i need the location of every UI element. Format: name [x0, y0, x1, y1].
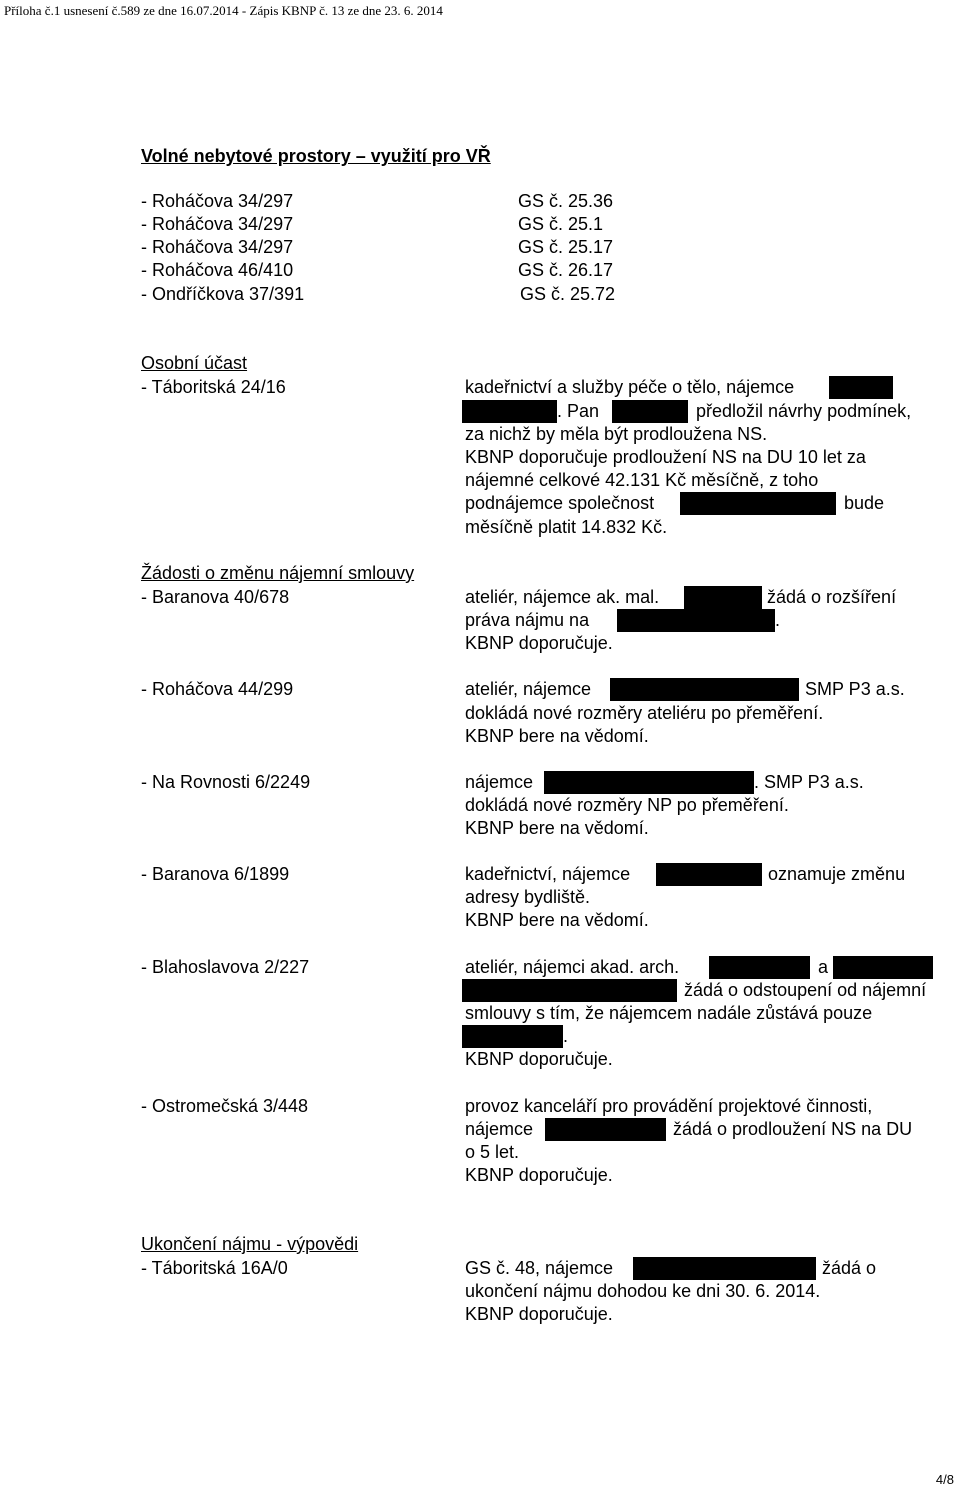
zadost-text: provoz kanceláří pro provádění projektové činnosti,: [465, 1096, 873, 1116]
osobni-line: předložil návrhy podmínek,: [696, 401, 912, 421]
zadost-address: - Baranova 40/678: [141, 587, 290, 607]
redaction-bar: [709, 956, 810, 979]
zadost-text: nájemce: [465, 772, 534, 792]
zadost-text: o 5 let.: [465, 1142, 520, 1162]
volne-address: - Roháčova 34/297: [141, 191, 294, 211]
osobni-line: za nichž by měla být prodloužena NS.: [465, 424, 768, 444]
zadost-text: nájemce: [465, 1119, 534, 1139]
redaction-bar: [829, 376, 893, 399]
document-header: Příloha č.1 usnesení č.589 ze dne 16.07.2014 - Zápis KBNP č. 13 ze dne 23. 6. 2014: [4, 3, 443, 18]
volne-gs: GS č. 25.72: [520, 284, 616, 304]
osobni-line: KBNP doporučuje prodloužení NS na DU 10 let za: [465, 447, 866, 467]
osobni-line: bude: [844, 493, 885, 513]
zadost-address: - Ostromečská 3/448: [141, 1096, 309, 1116]
volne-gs: GS č. 25.1: [518, 214, 604, 234]
osobni-line: podnájemce společnost: [465, 493, 655, 513]
volne-gs: GS č. 25.17: [518, 237, 614, 257]
osobni-address: - Táboritská 24/16: [141, 377, 286, 397]
redaction-bar: [656, 863, 762, 886]
zadost-text: kadeřnictví, nájemce: [465, 864, 631, 884]
zadost-text: KBNP doporučuje.: [465, 633, 613, 653]
redaction-bar: [462, 979, 677, 1002]
redaction-bar: [833, 956, 933, 979]
redaction-bar: [462, 400, 557, 423]
zadost-text: .: [775, 610, 781, 630]
volne-gs: GS č. 25.36: [518, 191, 614, 211]
ukonceni-address: - Táboritská 16A/0: [141, 1258, 288, 1278]
section-title-ukonceni: Ukončení nájmu - výpovědi: [141, 1234, 359, 1254]
zadost-address: - Roháčova 44/299: [141, 679, 294, 699]
redaction-bar: [617, 609, 775, 632]
zadost-text: žádá o rozšíření: [767, 587, 897, 607]
zadost-text: ateliér, nájemci akad. arch.: [465, 957, 680, 977]
zadost-text: dokládá nové rozměry NP po přeměření.: [465, 795, 789, 815]
redaction-bar: [680, 492, 836, 515]
redaction-bar: [684, 586, 762, 609]
zadost-text: a: [818, 957, 829, 977]
volne-gs: GS č. 26.17: [518, 260, 614, 280]
zadost-text: KBNP bere na vědomí.: [465, 910, 649, 930]
ukonceni-text: žádá o: [822, 1258, 877, 1278]
volne-address: - Roháčova 34/297: [141, 214, 294, 234]
zadost-text: ateliér, nájemce ak. mal.: [465, 587, 660, 607]
zadost-address: - Baranova 6/1899: [141, 864, 290, 884]
section-title-osobni: Osobní účast: [141, 353, 248, 373]
osobni-line: měsíčně platit 14.832 Kč.: [465, 517, 668, 537]
volne-address: - Ondříčkova 37/391: [141, 284, 305, 304]
osobni-line: . Pan: [557, 401, 600, 421]
volne-address: - Roháčova 34/297: [141, 237, 294, 257]
zadost-text: žádá o prodloužení NS na DU: [673, 1119, 913, 1139]
zadost-address: - Blahoslavova 2/227: [141, 957, 310, 977]
zadost-text: oznamuje změnu: [768, 864, 906, 884]
ukonceni-text: GS č. 48, nájemce: [465, 1258, 614, 1278]
redaction-bar: [545, 1118, 666, 1141]
zadost-address: - Na Rovnosti 6/2249: [141, 772, 311, 792]
zadost-text: KBNP bere na vědomí.: [465, 726, 649, 746]
redaction-bar: [633, 1257, 816, 1280]
redaction-bar: [544, 771, 754, 794]
zadost-text: KBNP doporučuje.: [465, 1165, 613, 1185]
zadost-text: ateliér, nájemce: [465, 679, 592, 699]
section-title-volne: Volné nebytové prostory – využití pro VŘ: [141, 146, 491, 166]
redaction-bar: [610, 678, 799, 701]
zadost-text: .: [563, 1026, 569, 1046]
osobni-line: kadeřnictví a služby péče o tělo, nájemce: [465, 377, 795, 397]
zadost-text: žádá o odstoupení od nájemní: [684, 980, 927, 1000]
zadost-text: KBNP bere na vědomí.: [465, 818, 649, 838]
osobni-line: nájemné celkové 42.131 Kč měsíčně, z toho: [465, 470, 819, 490]
zadost-text: práva nájmu na: [465, 610, 590, 630]
page-number: 4/8: [935, 1472, 954, 1487]
zadost-text: dokládá nové rozměry ateliéru po přeměření.: [465, 703, 824, 723]
redaction-bar: [612, 400, 688, 423]
ukonceni-text: ukončení nájmu dohodou ke dni 30. 6. 2014.: [465, 1281, 821, 1301]
zadost-text: adresy bydliště.: [465, 887, 591, 907]
ukonceni-text: KBNP doporučuje.: [465, 1304, 613, 1324]
zadost-text: SMP P3 a.s.: [805, 679, 905, 699]
zadost-text: smlouvy s tím, že nájemcem nadále zůstává pouze: [465, 1003, 873, 1023]
volne-address: - Roháčova 46/410: [141, 260, 294, 280]
zadost-text: . SMP P3 a.s.: [754, 772, 864, 792]
zadost-text: KBNP doporučuje.: [465, 1049, 613, 1069]
redaction-bar: [462, 1025, 563, 1048]
section-title-zadosti: Žádosti o změnu nájemní smlouvy: [141, 563, 415, 583]
